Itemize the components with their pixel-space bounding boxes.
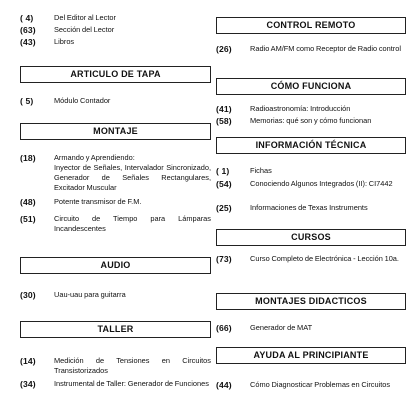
entry-title: Armando y Aprendiendo: bbox=[54, 153, 135, 162]
section-header-como-funciona: CÓMO FUNCIONA bbox=[216, 78, 406, 95]
section-header-informacion-tecnica: INFORMACIÓN TÉCNICA bbox=[216, 137, 406, 154]
page-number: ( 5) bbox=[20, 96, 34, 106]
entry-title: Radioastronomía: Introducción bbox=[250, 104, 351, 113]
entry-title: Curso Completo de Electrónica - Lección 10a. bbox=[250, 254, 399, 263]
page-number: (63) bbox=[20, 25, 36, 35]
page-number: (58) bbox=[216, 116, 232, 126]
page-number: (34) bbox=[20, 379, 36, 389]
section-header-taller: TALLER bbox=[20, 321, 211, 338]
entry-title: Instrumental de Taller: Generador de Funciones bbox=[54, 379, 209, 388]
page-number: (66) bbox=[216, 323, 232, 333]
entry-title: Cómo Diagnosticar Problemas en Circuitos bbox=[250, 380, 391, 389]
page-number: (18) bbox=[20, 153, 36, 163]
page-number: (43) bbox=[20, 37, 36, 47]
section-header-montaje: MONTAJE bbox=[20, 123, 211, 140]
section-header-montajes-didacticos: MONTAJES DIDACTICOS bbox=[216, 293, 406, 310]
page-number: (25) bbox=[216, 203, 232, 213]
entry-title: Uau-uau para guitarra bbox=[54, 290, 126, 299]
section-header-articulo-de-tapa: ARTICULO DE TAPA bbox=[20, 66, 211, 83]
entry-title: Potente transmisor de F.M. bbox=[54, 197, 142, 206]
entry-title: Radio AM/FM como Receptor de Radio control bbox=[250, 44, 402, 53]
section-header-audio: AUDIO bbox=[20, 257, 211, 274]
section-header-control-remoto: CONTROL REMOTO bbox=[216, 17, 406, 34]
page-number: (41) bbox=[216, 104, 232, 114]
entry-title: Fichas bbox=[250, 166, 272, 175]
entry-title: Generador de MAT bbox=[250, 323, 313, 332]
entry-title: Inyector de Señales, Intervalador Sincronizado, Generador de Señales Rectangulares, Excitador Muscular bbox=[54, 163, 211, 192]
page-number: (26) bbox=[216, 44, 232, 54]
page-number: ( 4) bbox=[20, 13, 34, 23]
page-number: (48) bbox=[20, 197, 36, 207]
page-number: ( 1) bbox=[216, 166, 230, 176]
entry-title: Sección del Lector bbox=[54, 25, 115, 34]
page-number: (30) bbox=[20, 290, 36, 300]
entry-title: Módulo Contador bbox=[54, 96, 111, 105]
page-number: (51) bbox=[20, 214, 36, 224]
entry-title: Libros bbox=[54, 37, 75, 46]
page-number: (44) bbox=[216, 380, 232, 390]
entry-title: Del Editor al Lector bbox=[54, 13, 116, 22]
entry-title: Medición de Tensiones en Circuitos Transistorizados bbox=[54, 356, 211, 375]
page-number: (54) bbox=[216, 179, 232, 189]
section-header-cursos: CURSOS bbox=[216, 229, 406, 246]
entry-title: Memorias: qué son y cómo funcionan bbox=[250, 116, 372, 125]
page-number: (73) bbox=[216, 254, 232, 264]
entry-title: Conociendo Algunos Integrados (II): CI7442 bbox=[250, 179, 393, 188]
section-header-ayuda-al-principiante: AYUDA AL PRINCIPIANTE bbox=[216, 347, 406, 364]
page-number: (14) bbox=[20, 356, 36, 366]
entry-title: Circuito de Tiempo para Lámparas Incandescentes bbox=[54, 214, 211, 233]
entry-title: Informaciones de Texas Instruments bbox=[250, 203, 368, 212]
